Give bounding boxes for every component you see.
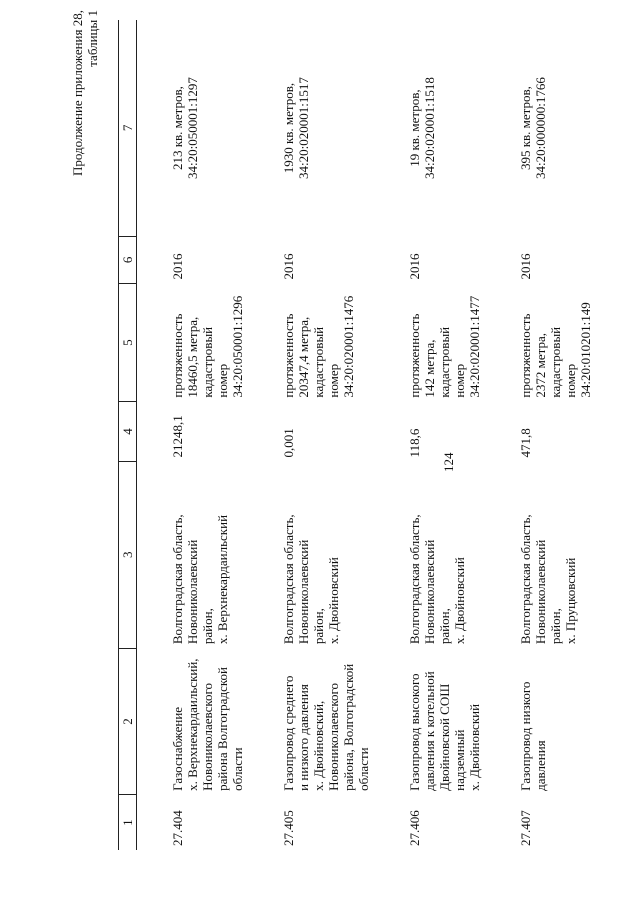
continuation-line-1: Продолжение приложения 28, (70, 10, 85, 177)
header-col-7: 7 (119, 20, 137, 236)
header-col-5: 5 (119, 284, 137, 402)
row-value: 118,6 (407, 428, 422, 458)
row-address: Волгоградская область, Новониколаевский район, х. Двойновский (281, 514, 341, 645)
table-header-row (119, 20, 137, 850)
row-name: Газопровод среднего и низкого давления х. Двойновский, Новониколаевского района, Волгоградской области (281, 663, 371, 791)
header-col-4: 4 (119, 402, 137, 462)
header-col-3: 3 (119, 461, 137, 648)
continuation-line-2: таблицы 1 (85, 10, 100, 67)
row-description: протяженность 18460,5 метра, кадастровый номер 34:20:050001:1296 (170, 295, 245, 398)
row-value: 471,8 (518, 428, 533, 458)
row-id: 27.404 (170, 810, 185, 846)
row-id: 27.405 (281, 810, 296, 846)
row-description: протяженность 2372 метра, кадастровый номер 34:20:010201:149 (518, 302, 593, 398)
row-land: 19 кв. метров, 34:20:020001:1518 (407, 77, 437, 179)
row-id: 27.406 (407, 810, 422, 846)
row-year: 2016 (281, 253, 296, 280)
table-row (167, 20, 248, 850)
row-name: Газопровод низкого давления (518, 681, 548, 791)
row-year: 2016 (407, 253, 422, 280)
header-col-1: 1 (120, 819, 135, 826)
header-col-2: 2 (119, 648, 137, 795)
row-value: 0,001 (281, 428, 296, 458)
row-land: 395 кв. метров, 34:20:000000:1766 (518, 77, 548, 179)
property-table (118, 20, 596, 850)
row-name: Газопровод высокого давления к котельной Двойновской СОШ надземный х. Двойновский (407, 671, 482, 791)
table-row (515, 20, 596, 850)
row-land: 1930 кв. метров, 34:20:020001:1517 (281, 77, 311, 179)
row-name: Газоснабжение х. Верхнекардаильский, Новониколаевского района Волгоградской области (170, 658, 245, 791)
page-number: 124 (441, 452, 456, 472)
row-value: 21248,1 (170, 415, 185, 458)
continuation-note (70, 10, 100, 245)
row-land: 213 кв. метров, 34:20:050001:1297 (170, 77, 200, 179)
row-address: Волгоградская область, Новониколаевский район, х. Пруцковский (518, 514, 578, 645)
row-year: 2016 (518, 253, 533, 280)
row-year: 2016 (170, 253, 185, 280)
row-id: 27.407 (518, 810, 533, 846)
table-row (404, 20, 485, 850)
row-description: протяженность 20347,4 метра, кадастровый номер 34:20:020001:1476 (281, 295, 356, 398)
table-row (278, 20, 374, 850)
row-description: протяженность 142 метра, кадастровый номер 34:20:020001:1477 (407, 295, 482, 398)
header-col-6: 6 (119, 236, 137, 283)
row-address: Волгоградская область, Новониколаевский район, х. Двойновский (407, 514, 467, 645)
row-address: Волгоградская область, Новониколаевский район, х. Верхнекардаильский (170, 514, 230, 645)
